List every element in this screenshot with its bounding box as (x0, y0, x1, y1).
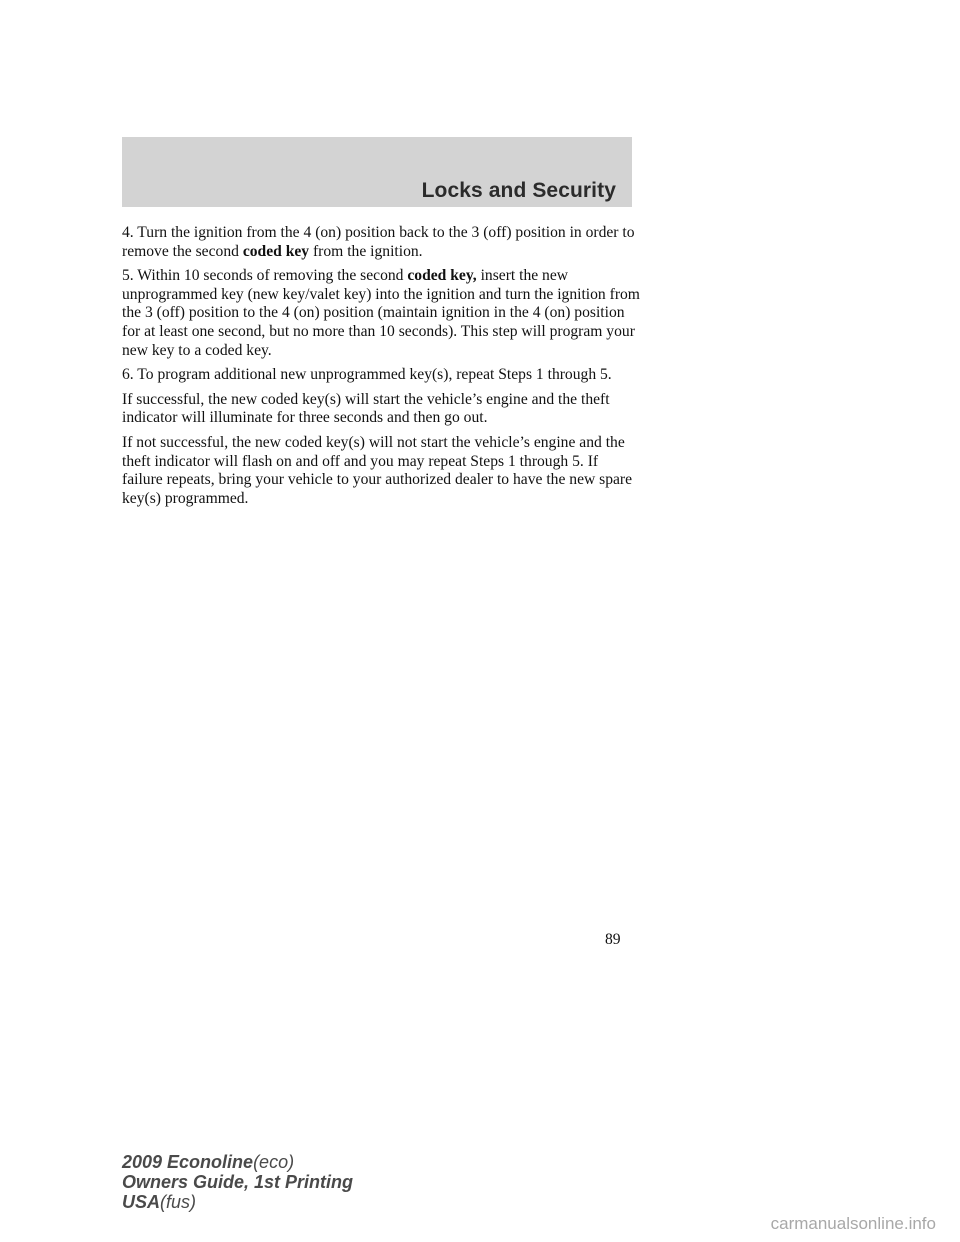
footer-line-printing (122, 1172, 353, 1192)
step-5-text-end: insert the new unprogrammed key (new key/valet key) into the ignition and turn the ignition from the 3 (off) position to the 4 (on) position (maintain ignition in the 4 (on) position for at least one second, but no more than 10 seconds). This step will program your new key to a coded key. (122, 267, 640, 359)
step-5-bold-coded-key: coded key, (407, 267, 477, 285)
print-footer (122, 1152, 353, 1212)
step-4-text-end: from the ignition. (309, 242, 423, 260)
footer-line-model (122, 1152, 353, 1172)
page-number: 89 (605, 931, 621, 948)
paragraph-success: If successful, the new coded key(s) will start the vehicle’s engine and the theft indicator will illuminate for three seconds and then go out. (122, 390, 610, 427)
footer-model-code: (eco) (253, 1152, 295, 1172)
footer-model: 2009 Econoline (122, 1152, 254, 1172)
paragraph-failure: If not successful, the new coded key(s) will not start the vehicle’s engine and the theft indicator will flash on and off and you may repeat Steps 1 through 5. If failure repeats, bring your vehicle to your authorized dealer to have the new spare key(s) programmed. (122, 433, 633, 507)
footer-printing: Owners Guide, 1st Printing (122, 1172, 354, 1192)
footer-line-market (122, 1192, 353, 1212)
paragraph-step-4 (122, 224, 642, 261)
main-content (122, 224, 642, 514)
section-title: Locks and Security (421, 179, 616, 202)
paragraph-step-6: 6. To program additional new unprogrammed key(s), repeat Steps 1 through 5. (122, 366, 612, 384)
step-4-bold-coded-key: coded key (242, 242, 310, 260)
section-header-band (122, 137, 632, 207)
watermark: carmanualsonline.info (770, 1214, 936, 1233)
step-5-text-start: 5. Within 10 seconds of removing the second (122, 267, 408, 285)
footer-market-code: (fus) (160, 1192, 197, 1212)
footer-market: USA (122, 1192, 161, 1212)
paragraph-step-5 (122, 267, 642, 360)
step-4-text-start: 4. Turn the ignition from the 4 (on) position back to the 3 (off) position in order to remove the second (122, 224, 635, 260)
